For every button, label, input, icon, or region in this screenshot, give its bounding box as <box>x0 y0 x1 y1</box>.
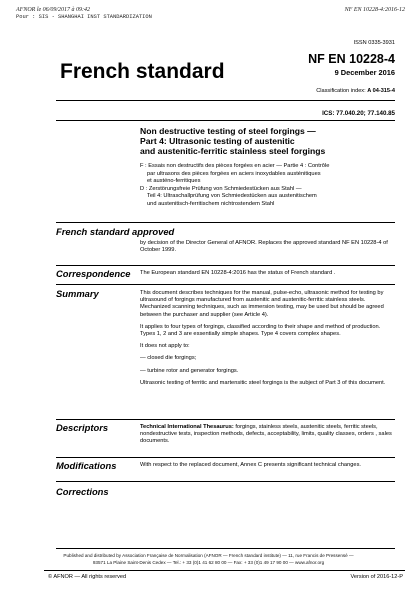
french-title-line: et austéno-ferritiques <box>147 178 201 185</box>
summary-paragraph: It applies to four types of forgings, classified according to their shape and method of production. Types 1, 2 and 3 are essentially simple shapes. Type 4 covers complex shapes. <box>140 323 381 338</box>
french-title-line: par ultrasons des pièces forgées en aciers inoxydables austénitiques <box>147 170 321 177</box>
divider <box>56 419 395 420</box>
document-title-line: and austenitic-ferritic stainless steel forgings <box>140 146 326 156</box>
publisher-line: 93571 La Plaine Saint-Denis Cedex — Tel.: + 33 (0)1 41 62 80 00 — Fax: + 33 (0)1 49 17 90 00 — www.afnor.org <box>92 559 325 565</box>
german-title-line: und austenitisch-ferritischem nichtrostendem Stahl <box>147 200 275 207</box>
corrections-section <box>56 486 395 502</box>
divider <box>56 457 395 458</box>
document-title-line: Part 4: Ultrasonic testing of austenitic <box>140 136 295 146</box>
modifications-text: With respect to the replaced document, Annex C presents significant technical changes. <box>140 462 361 468</box>
approved-heading: French standard approved <box>56 226 175 237</box>
divider <box>56 265 395 266</box>
correspondence-section <box>56 268 395 284</box>
descriptors-text <box>140 424 396 446</box>
corrections-heading: Corrections <box>56 486 109 497</box>
copyright: © AFNOR — All rights reserved <box>48 574 127 580</box>
correspondence-text: The European standard EN 10228-4:2016 has the status of French standard . <box>140 270 336 276</box>
approved-section <box>56 226 395 260</box>
publisher-line: Published and distributed by Association Française de Normalisation (AFNOR — French standard institute) — 11, rue Francis de Pressensé — <box>63 553 354 558</box>
page-title: French standard <box>60 60 225 83</box>
publisher-info <box>0 553 417 566</box>
alternate-titles <box>140 163 390 209</box>
divider <box>56 120 395 121</box>
thesaurus-label: Technical International Thesaurus: <box>140 424 234 430</box>
version-label: Version of 2016-12-P <box>350 574 403 580</box>
descriptors-heading: Descriptors <box>56 422 109 433</box>
divider <box>56 548 395 549</box>
standard-number: NF EN 10228-4 <box>308 52 395 66</box>
stamp-line-1: AFNOR le 06/09/2017 à 09:42 <box>16 7 90 13</box>
stamp-standard-ref: NF EN 10228-4:2016-12 <box>344 7 405 13</box>
summary-paragraph: This document describes techniques for the manual, pulse-echo, ultrasonic method for testing by ultrasound of forgings manufactured from austenitic and austenitic-ferritic stainless steels. Mechanized scanning techniques, such as immersion testing, may be used but should be agreed between the purchaser and supplier (see Article 4). <box>140 290 384 318</box>
descriptors-section <box>56 422 395 456</box>
classification-label: Classification index: <box>316 88 366 94</box>
summary-text <box>140 290 396 392</box>
download-stamp <box>16 7 152 21</box>
stamp-line-2: Pour : SIS - SHANGHAI INST STANDARDIZATION <box>16 14 152 20</box>
document-title-line: Non destructive testing of steel forgings — <box>140 126 316 136</box>
summary-list-item: — turbine rotor and generator forgings. <box>140 367 239 374</box>
divider <box>56 100 395 101</box>
divider <box>44 570 405 571</box>
german-title-line: Teil 4: Ultraschallprüfung von Schmiedestücken aus austenitischem <box>147 193 317 200</box>
german-title-line: D : Zerstörungsfreie Prüfung von Schmiedestücken aus Stahl — <box>140 185 302 192</box>
ics-codes: ICS: 77.040.20; 77.140.85 <box>322 110 395 117</box>
modifications-section <box>56 460 395 482</box>
publication-date: 9 December 2016 <box>334 68 395 77</box>
modifications-heading: Modifications <box>56 460 117 471</box>
summary-heading: Summary <box>56 288 99 299</box>
summary-list-item: — closed die forgings; <box>140 355 197 362</box>
summary-paragraph: Ultrasonic testing of ferritic and martensitic steel forgings is the subject of Part 3 of this document. <box>140 379 386 386</box>
approved-text: by decision of the Director General of AFNOR. Replaces the approved standard NF EN 10228-4 of October 1999. <box>140 240 388 254</box>
divider <box>56 222 395 223</box>
classification-value: A 04-315-4 <box>367 88 395 94</box>
summary-section <box>56 288 395 416</box>
french-title-line: F : Essais non destructifs des pièces forgées en acier — Partie 4 : Contrôle <box>140 163 330 169</box>
correspondence-heading: Correspondence <box>56 268 131 279</box>
summary-paragraph: It does not apply to: <box>140 343 190 350</box>
descriptors-keywords: forgings, stainless steels, austenitic steels, ferritic steels, nondestructive tests, inspection methods, defects, acceptability, limits, quality classes, orders , sales documents. <box>140 424 392 445</box>
divider <box>56 481 395 482</box>
issn: ISSN 0335-3931 <box>353 40 395 46</box>
divider <box>56 284 395 285</box>
classification-index <box>316 88 395 94</box>
document-title <box>140 126 390 156</box>
